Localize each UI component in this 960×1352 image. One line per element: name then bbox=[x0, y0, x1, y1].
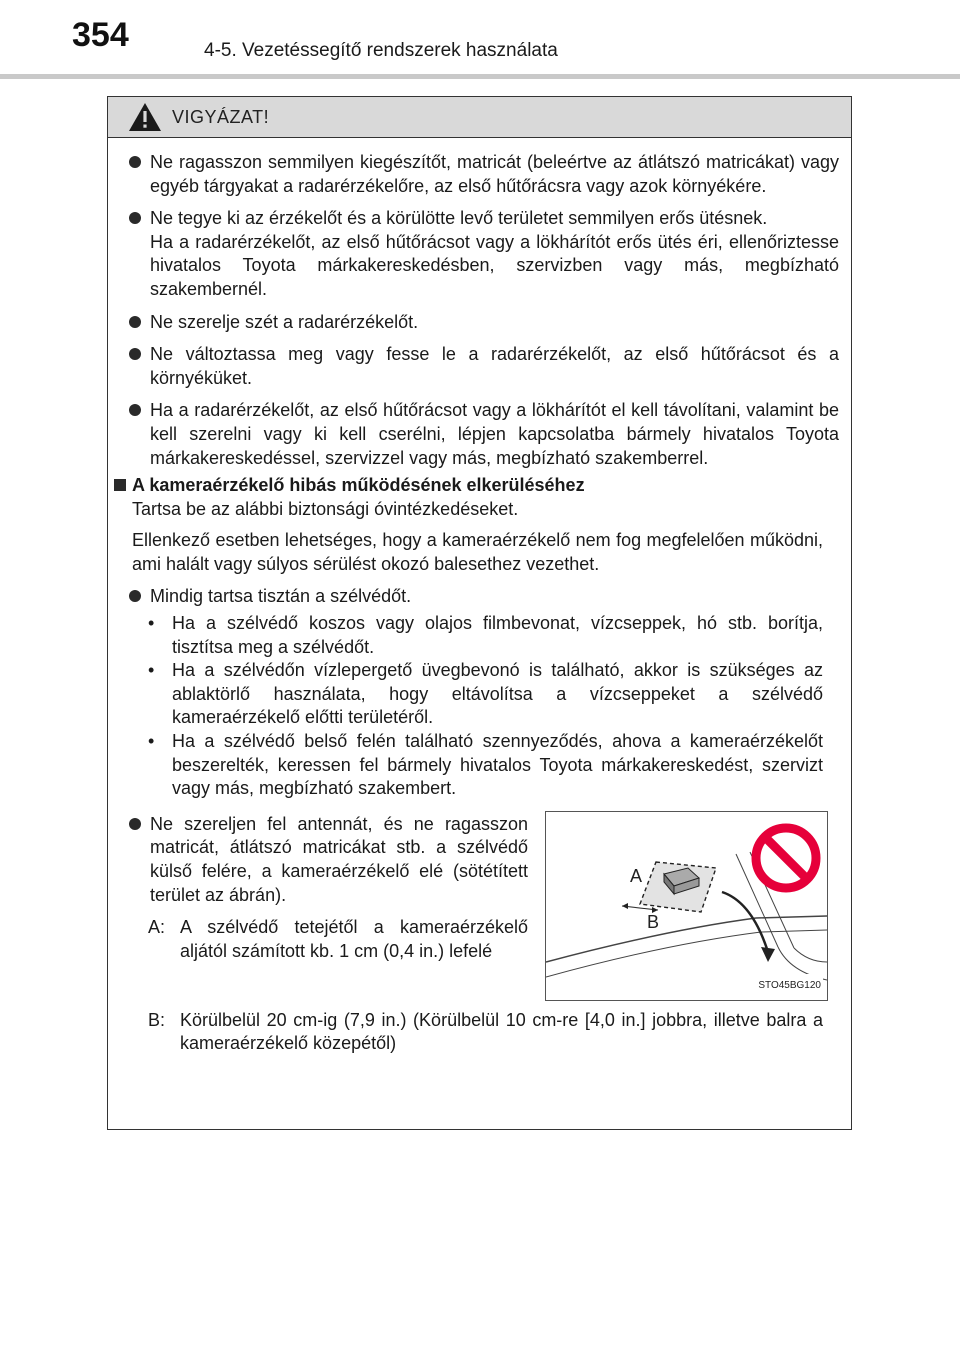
bullet-item: Mindig tartsa tisztán a szélvédőt. bbox=[108, 585, 853, 609]
figure-row bbox=[108, 813, 853, 999]
bullet-item: Ha a radarérzékelőt, az első hűtőrácsot vagy a lökhárítót el kell távolítani, valamint be kell szerelni vagy ki kell cserélni, lépjen kapcsolatba bármely hivatalos Toyota márkakereskedéssel, szervizzel vagy más, megbízható szakemberrel. bbox=[108, 399, 853, 470]
bullet-continuation: Ha a radarérzékelőt, az első hűtőrácsot vagy a lökhárítót erős ütés éri, ellenőriztesse hivatalos Toyota márkakereskedésben, szervizben vagy más, megbízható szakembernél. bbox=[150, 231, 839, 299]
bullet-item: Ne változtassa meg vagy fesse le a radarérzékelőt, az első hűtőrácsot és a környéküket. bbox=[108, 343, 853, 390]
camera-section-heading: A kameraérzékelő hibás működésének elkerüléséhez bbox=[108, 474, 853, 498]
header-divider bbox=[0, 74, 960, 79]
sub-item: • Ha a szélvédőn vízlepergető üvegbevonó is található, akkor is szükséges az ablaktörlő használata, hogy eltávolítsa a vízcseppeket a szélvédő kameraérzékelő előtti területéről. bbox=[108, 659, 853, 730]
windshield-illustration bbox=[546, 812, 827, 1000]
section-title: 4-5. Vezetéssegítő rendszerek használata bbox=[204, 40, 558, 61]
bullet-item: Ne szereljen fel antennát, és ne ragasszon matricát, átlátszó matricákat stb. a szélvédő külső felére, a kameraérzékelő elé (sötétített terület az ábrán). bbox=[108, 813, 528, 907]
caution-box bbox=[107, 96, 852, 1130]
caution-header bbox=[108, 97, 851, 138]
sub-item: • Ha a szélvédő koszos vagy olajos filmbevonat, vízcseppek, hó stb. borítja, tisztítsa meg a szélvédőt. bbox=[108, 612, 853, 659]
prohibition-icon bbox=[756, 828, 816, 888]
definition-a bbox=[108, 916, 528, 963]
caution-content bbox=[108, 151, 853, 1056]
definition-a-text: A szélvédő tetejétől a kameraérzékelő aljától számított kb. 1 cm (0,4 in.) lefelé bbox=[180, 917, 528, 961]
definition-b-text: Körülbelül 20 cm-ig (7,9 in.) (Körülbelül 10 cm-re [4,0 in.] jobbra, illetve balra a kameraérzékelő közepétől) bbox=[180, 1009, 823, 1054]
definition-b bbox=[108, 1009, 853, 1056]
figure-id: STO45BG120 bbox=[756, 974, 823, 998]
definition-a-key: A: bbox=[148, 917, 166, 938]
camera-intro-2: Ellenkező esetben lehetséges, hogy a kameraérzékelő nem fog megfelelően működni, ami halált vagy súlyos sérülést okozó balesethez vezethet. bbox=[132, 530, 823, 574]
figure-text bbox=[108, 813, 528, 964]
bullet-item bbox=[108, 207, 853, 301]
figure-label-b: B bbox=[647, 911, 660, 932]
figure-label-a: A bbox=[630, 865, 643, 886]
page-number: 354 bbox=[72, 16, 129, 54]
caution-title: VIGYÁZAT! bbox=[172, 106, 270, 127]
definition-b-key: B: bbox=[148, 1009, 166, 1030]
sub-item: • Ha a szélvédő belső felén található szennyeződés, ahova a kameraérzékelőt beszerelték, keressen fel bármely hivatalos Toyota márkakereskedést, szervizt vagy más, megbízható szakembert. bbox=[108, 730, 853, 801]
bullet-item: Ne ragasszon semmilyen kiegészítőt, matricát (beleértve az átlátszó matricákat) vagy egyéb tárgyakat a radarérzékelőre, az első hűtőrácsra vagy azok környékére. bbox=[108, 151, 853, 198]
bullet-item: Ne szerelje szét a radarérzékelőt. bbox=[108, 311, 853, 335]
warning-triangle-icon bbox=[128, 102, 162, 132]
windshield-figure bbox=[545, 811, 828, 1001]
camera-intro-1: Tartsa be az alábbi biztonsági óvintézkedéseket. bbox=[132, 498, 519, 519]
bullet-text: Ne tegye ki az érzékelőt és a körülötte levő területet semmilyen erős ütésnek. bbox=[150, 208, 768, 229]
